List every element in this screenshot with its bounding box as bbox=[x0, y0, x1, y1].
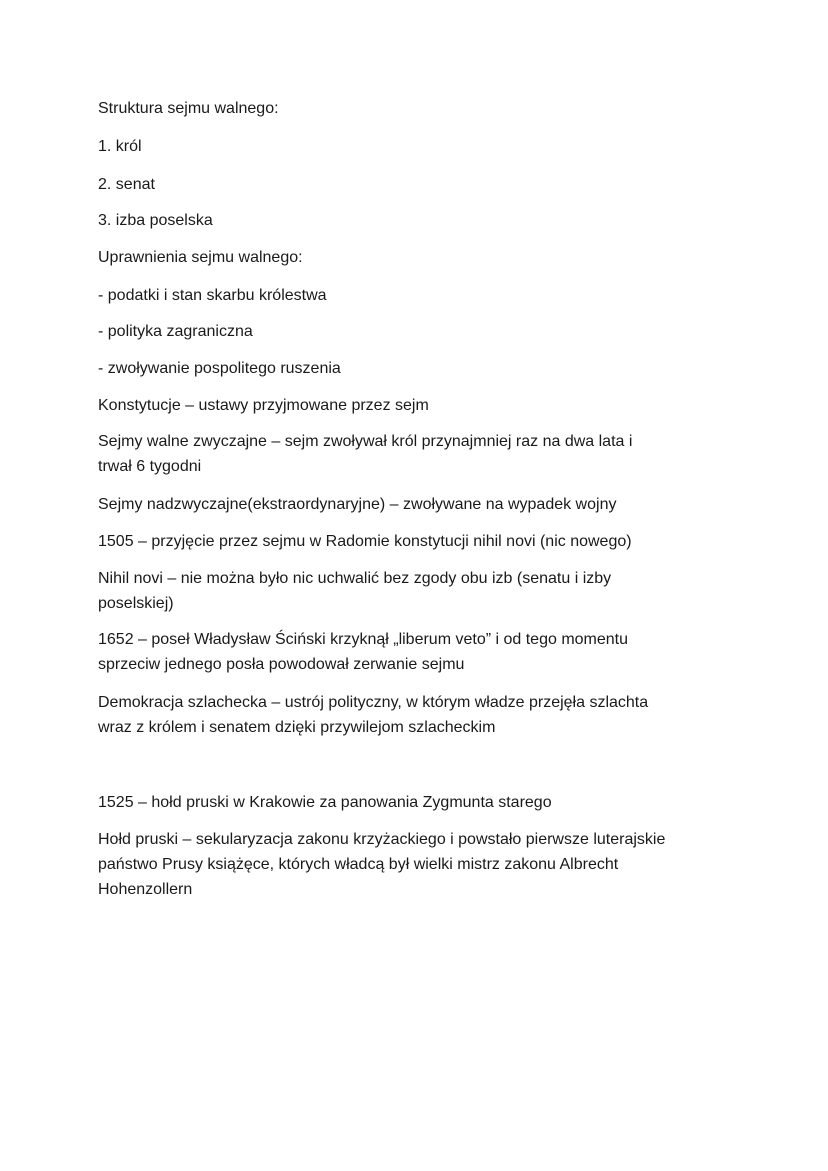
text-line: Konstytucje – ustawy przyjmowane przez sejm bbox=[98, 397, 429, 414]
text-line: trwał 6 tygodni bbox=[98, 458, 202, 475]
paragraph bbox=[98, 208, 213, 233]
paragraph bbox=[98, 172, 155, 197]
text-line: Hołd pruski – sekularyzacja zakonu krzyżackiego i powstało pierwsze luterajskie bbox=[98, 831, 666, 848]
text-line: Sejmy walne zwyczajne – sejm zwoływał król przynajmniej raz na dwa lata i bbox=[98, 433, 633, 450]
text-line: - zwoływanie pospolitego ruszenia bbox=[98, 360, 341, 377]
paragraph bbox=[98, 827, 665, 902]
paragraph bbox=[98, 627, 628, 677]
paragraph bbox=[98, 96, 279, 121]
paragraph bbox=[98, 492, 616, 517]
text-line: sprzeciw jednego posła powodował zerwanie sejmu bbox=[98, 656, 465, 673]
paragraph bbox=[98, 690, 648, 740]
text-line: 1525 – hołd pruski w Krakowie za panowania Zygmunta starego bbox=[98, 794, 552, 811]
paragraph bbox=[98, 134, 142, 159]
text-line: 1. król bbox=[98, 138, 142, 155]
text-line: państwo Prusy książęce, których władcą był wielki mistrz zakonu Albrecht bbox=[98, 856, 619, 873]
paragraph bbox=[98, 245, 303, 270]
text-line: 1652 – poseł Władysław Ściński krzyknął „liberum veto” i od tego momentu bbox=[98, 631, 629, 648]
paragraph bbox=[98, 356, 341, 381]
paragraph bbox=[98, 566, 611, 616]
text-line: poselskiej) bbox=[98, 595, 174, 612]
text-line: Nihil novi – nie można było nic uchwalić bez zgody obu izb (senatu i izby bbox=[98, 570, 612, 587]
text-line: Uprawnienia sejmu walnego: bbox=[98, 249, 303, 266]
text-line: 3. izba poselska bbox=[98, 212, 213, 229]
text-line: Hohenzollern bbox=[98, 881, 193, 898]
text-line: 2. senat bbox=[98, 176, 155, 193]
paragraph bbox=[98, 393, 429, 418]
text-line: - podatki i stan skarbu królestwa bbox=[98, 287, 327, 304]
paragraph bbox=[98, 283, 327, 308]
text-line: Demokracja szlachecka – ustrój polityczny, w którym władze przejęła szlachta bbox=[98, 694, 649, 711]
text-line: Sejmy nadzwyczajne(ekstraordynaryjne) – zwoływane na wypadek wojny bbox=[98, 496, 617, 513]
paragraph bbox=[98, 429, 632, 479]
text-line: wraz z królem i senatem dzięki przywilejom szlacheckim bbox=[98, 719, 496, 736]
paragraph bbox=[98, 319, 253, 344]
paragraph bbox=[98, 529, 632, 554]
text-line: 1505 – przyjęcie przez sejmu w Radomie konstytucji nihil novi (nic nowego) bbox=[98, 533, 632, 550]
paragraph bbox=[98, 790, 552, 815]
text-line: Struktura sejmu walnego: bbox=[98, 100, 279, 117]
text-line: - polityka zagraniczna bbox=[98, 323, 253, 340]
